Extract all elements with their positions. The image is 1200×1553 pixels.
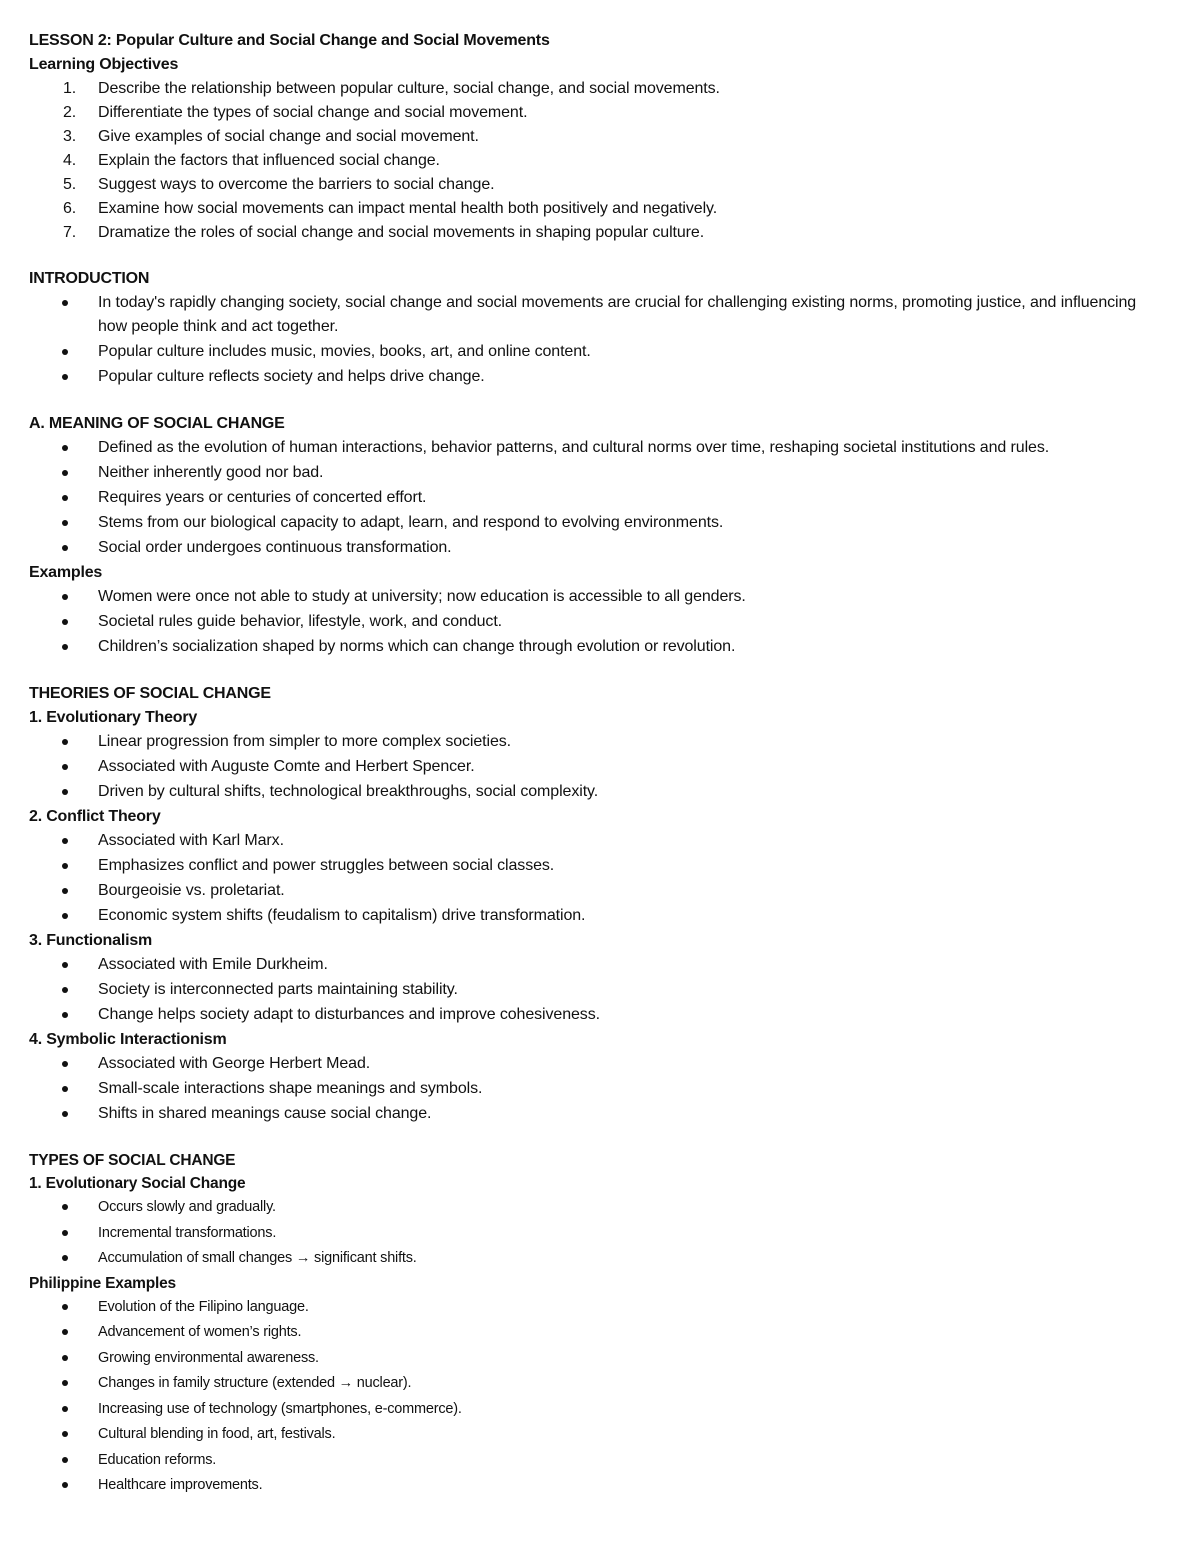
theory-title: 3. Functionalism: [29, 932, 153, 949]
introduction-heading: INTRODUCTION: [29, 270, 150, 287]
list-item: [29, 1448, 1159, 1473]
list-item: [29, 1102, 1159, 1126]
list-item: [29, 1473, 1159, 1498]
item-text: Evolution of the Filipino language.: [98, 1298, 309, 1315]
type-title: 1. Evolutionary Social Change: [29, 1175, 246, 1192]
types-heading: TYPES OF SOCIAL CHANGE: [29, 1152, 236, 1169]
list-item: [29, 340, 1159, 364]
list-item: [29, 291, 1159, 339]
list-item: [29, 536, 1159, 560]
theory-list: [29, 953, 1159, 1027]
lesson-title: LESSON 2: Popular Culture and Social Change and Social Movements: [29, 32, 550, 49]
theory-list: [29, 829, 1159, 928]
introduction-list: [29, 291, 1159, 389]
item-text: Associated with Karl Marx.: [98, 832, 284, 849]
theory-list: [29, 730, 1159, 804]
item-text: Change helps society adapt to disturbances and improve cohesiveness.: [98, 1006, 600, 1023]
bullet-icon: [62, 1304, 68, 1310]
bullet-icon: [62, 644, 68, 650]
list-item: [29, 1221, 1159, 1246]
list-item: [29, 1397, 1159, 1422]
list-item: [29, 1195, 1159, 1220]
theory-list: [29, 1052, 1159, 1126]
item-text: Popular culture reflects society and helps drive change.: [98, 368, 485, 385]
bullet-icon: [62, 374, 68, 380]
bullet-icon: [62, 545, 68, 551]
list-item: [29, 436, 1159, 460]
item-text: Examine how social movements can impact mental health both positively and negatively.: [98, 200, 718, 217]
bullet-icon: [62, 619, 68, 625]
item-text: Occurs slowly and gradually.: [98, 1199, 276, 1215]
item-text: Associated with Auguste Comte and Herbert Spencer.: [98, 758, 475, 775]
list-item: [29, 486, 1159, 510]
item-number: 3.: [63, 128, 77, 145]
theory-title: 2. Conflict Theory: [29, 808, 161, 825]
list-item: [29, 1003, 1159, 1027]
list-item: [29, 511, 1159, 535]
bullet-icon: [62, 520, 68, 526]
item-text: Stems from our biological capacity to adapt, learn, and respond to evolving environments.: [98, 514, 724, 531]
bullet-icon: [62, 1204, 68, 1210]
item-text: Growing environmental awareness.: [98, 1349, 319, 1366]
item-text: Neither inherently good nor bad.: [98, 464, 324, 481]
list-item: [29, 780, 1159, 804]
bullet-icon: [62, 888, 68, 894]
item-text: Social order undergoes continuous transformation.: [98, 539, 452, 556]
item-number: 1.: [63, 80, 77, 97]
list-item: [29, 149, 1159, 173]
item-text: Associated with George Herbert Mead.: [98, 1055, 371, 1072]
list-item: [29, 854, 1159, 878]
item-text: Driven by cultural shifts, technological breakthroughs, social complexity.: [98, 783, 599, 800]
theory-title: 4. Symbolic Interactionism: [29, 1031, 227, 1048]
examples-list: [29, 585, 1159, 659]
item-text: Suggest ways to overcome the barriers to social change.: [98, 176, 495, 193]
bullet-icon: [62, 1457, 68, 1463]
item-text: Small-scale interactions shape meanings and symbols.: [98, 1080, 483, 1097]
list-item: [29, 1295, 1159, 1320]
item-text: Requires years or centuries of concerted effort.: [98, 489, 427, 506]
meaning-list: [29, 436, 1159, 560]
list-item: [29, 461, 1159, 485]
bullet-icon: [62, 1329, 68, 1335]
item-text: Advancement of women’s rights.: [98, 1324, 302, 1340]
list-item: [29, 77, 1159, 101]
theories-heading: THEORIES OF SOCIAL CHANGE: [29, 685, 271, 702]
bullet-icon: [62, 1086, 68, 1092]
list-item: [29, 1422, 1159, 1447]
bullet-icon: [62, 1111, 68, 1117]
item-text: Defined as the evolution of human interactions, behavior patterns, and cultural norms over time, reshaping societal institutions and rules.: [98, 439, 1050, 456]
bullet-icon: [62, 1431, 68, 1437]
bullet-icon: [62, 1406, 68, 1412]
item-text: Societal rules guide behavior, lifestyle, work, and conduct.: [98, 613, 503, 630]
item-number: 6.: [63, 200, 77, 217]
item-text: Society is interconnected parts maintaining stability.: [98, 981, 458, 998]
item-text: Cultural blending in food, art, festivals.: [98, 1426, 336, 1442]
bullet-icon: [62, 300, 68, 306]
item-text: Give examples of social change and social movement.: [98, 128, 479, 145]
item-number: 7.: [63, 224, 77, 241]
item-text: Women were once not able to study at university; now education is accessible to all genders.: [98, 588, 746, 605]
bullet-icon: [62, 445, 68, 451]
bullet-icon: [62, 470, 68, 476]
item-text: Associated with Emile Durkheim.: [98, 956, 328, 973]
list-item: [29, 730, 1159, 754]
bullet-icon: [62, 962, 68, 968]
document-page: [29, 29, 1159, 1499]
bullet-icon: [62, 739, 68, 745]
bullet-icon: [62, 1380, 68, 1386]
list-item: [29, 365, 1159, 389]
item-text: Linear progression from simpler to more complex societies.: [98, 733, 512, 750]
list-item: [29, 197, 1159, 221]
item-number: 2.: [63, 104, 77, 121]
item-text: Incremental transformations.: [98, 1224, 277, 1241]
list-item: [29, 221, 1159, 245]
list-item: [29, 1320, 1159, 1345]
list-item: [29, 904, 1159, 928]
bullet-icon: [62, 789, 68, 795]
list-item: [29, 978, 1159, 1002]
item-text: Bourgeoisie vs. proletariat.: [98, 882, 285, 899]
objectives-list: [29, 77, 1159, 245]
item-text: Dramatize the roles of social change and social movements in shaping popular culture.: [98, 224, 705, 241]
item-text: Changes in family structure (extended → nuclear).: [98, 1375, 412, 1391]
list-item: [29, 755, 1159, 779]
item-text: Children’s socialization shaped by norms which can change through evolution or revolution.: [98, 638, 736, 655]
list-item: [29, 1246, 1159, 1271]
bullet-icon: [62, 1482, 68, 1488]
bullet-icon: [62, 764, 68, 770]
list-item: [29, 829, 1159, 853]
bullet-icon: [62, 1230, 68, 1236]
bullet-icon: [62, 1355, 68, 1361]
item-text: Increasing use of technology (smartphones, e-commerce).: [98, 1400, 462, 1417]
list-item: [29, 1346, 1159, 1371]
philippine-examples-list: [29, 1295, 1159, 1498]
bullet-icon: [62, 495, 68, 501]
list-item: [29, 879, 1159, 903]
meaning-heading: A. MEANING OF SOCIAL CHANGE: [29, 415, 285, 432]
item-number: 4.: [63, 152, 77, 169]
list-item: [29, 101, 1159, 125]
bullet-icon: [62, 913, 68, 919]
item-text: Economic system shifts (feudalism to capitalism) drive transformation.: [98, 907, 586, 924]
item-text: Differentiate the types of social change and social movement.: [98, 104, 528, 121]
item-text: Healthcare improvements.: [98, 1477, 263, 1493]
bullet-icon: [62, 349, 68, 355]
examples-heading: Examples: [29, 564, 103, 581]
list-item: [29, 125, 1159, 149]
item-text: Accumulation of small changes → significant shifts.: [98, 1250, 417, 1266]
item-text: Education reforms.: [98, 1451, 217, 1468]
item-text: Popular culture includes music, movies, books, art, and online content.: [98, 343, 591, 360]
item-text: Shifts in shared meanings cause social change.: [98, 1105, 432, 1122]
list-item: [29, 1052, 1159, 1076]
bullet-icon: [62, 987, 68, 993]
list-item: [29, 1371, 1159, 1396]
item-text: Explain the factors that influenced social change.: [98, 152, 440, 169]
bullet-icon: [62, 594, 68, 600]
list-item: [29, 173, 1159, 197]
item-text: In today's rapidly changing society, social change and social movements are crucial for challenging existing norms, promoting justice, and influencing how people think and act together.: [98, 294, 1137, 335]
objectives-heading: Learning Objectives: [29, 56, 179, 73]
item-text: Describe the relationship between popular culture, social change, and social movements.: [98, 80, 720, 97]
bullet-icon: [62, 863, 68, 869]
philippine-examples-heading: Philippine Examples: [29, 1274, 176, 1292]
bullet-icon: [62, 1061, 68, 1067]
bullet-icon: [62, 1012, 68, 1018]
type-list: [29, 1195, 1159, 1271]
list-item: [29, 585, 1159, 609]
list-item: [29, 635, 1159, 659]
bullet-icon: [62, 1255, 68, 1261]
item-text: Emphasizes conflict and power struggles between social classes.: [98, 857, 555, 874]
theory-title: 1. Evolutionary Theory: [29, 709, 198, 726]
list-item: [29, 610, 1159, 634]
list-item: [29, 1077, 1159, 1101]
list-item: [29, 953, 1159, 977]
item-number: 5.: [63, 176, 77, 193]
bullet-icon: [62, 838, 68, 844]
